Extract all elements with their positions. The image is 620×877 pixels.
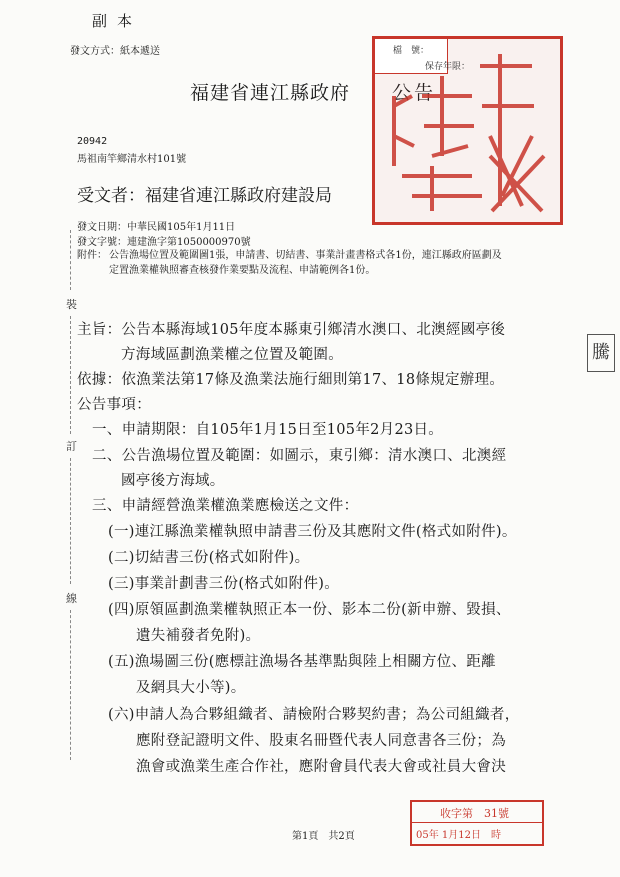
- document-type: 公告: [392, 82, 437, 104]
- sub-item-1: (一)連江縣漁業權執照申請書三份及其應附文件(格式如附件)。: [108, 524, 517, 540]
- seal-glyph-icon: [372, 36, 557, 219]
- sub-item-2: (二)切結書三份(格式如附件)。: [108, 550, 310, 566]
- item-2: 二、公告漁場位置及範圍：如圖示，東引鄉：清水澳口、北澳經: [92, 448, 507, 464]
- binding-dash-line: [70, 458, 72, 584]
- item-3: 三、申請經營漁業權漁業應檢送之文件：: [92, 498, 359, 514]
- sub-item-5-continued: 及網具大小等)。: [136, 680, 246, 696]
- dispatch-method: 發文方式：紙本遞送: [70, 46, 160, 57]
- binding-dash-line: [70, 230, 72, 290]
- side-stamp: 騰: [587, 334, 615, 372]
- receipt-number: 收字第 31號: [440, 807, 509, 820]
- sub-item-4: (四)原領區劃漁業權執照正本一份、影本二份(新申辦、毀損、: [108, 602, 511, 618]
- sub-item-6-continued: 漁會或漁業生產合作社，應附會員代表大會或社員大會決: [136, 759, 506, 775]
- attachment-text: 公告漁場位置及範圍圖1張，申請書、切結書、事業計畫書格式各1份，連江縣政府區劃及定置漁業權執照審查核發作業要點及流程、申請範例各1份。: [109, 250, 502, 276]
- binding-mark-ding: 訂: [66, 440, 77, 453]
- document-number: 發文字號：連建漁字第1050000970號: [77, 237, 251, 248]
- subject-line: 主旨：公告本縣海域105年度本縣東引鄉清水澳口、北澳經國亭後: [77, 322, 506, 338]
- sub-item-6: (六)申請人為合夥組織者、請檢附合夥契約書；為公司組織者，: [108, 707, 520, 723]
- item-1: 一、申請期限：自105年1月15日至105年2月23日。: [92, 422, 444, 438]
- postal-code: 20942: [77, 136, 108, 147]
- sub-item-4-continued: 遺失補發者免附)。: [136, 628, 261, 644]
- attachment-label: 附件：: [77, 250, 107, 261]
- receipt-stamp: [410, 800, 544, 846]
- sub-item-5: (五)漁場圖三份(應標註漁場各基準點與陸上相關方位、距離: [108, 654, 496, 670]
- sub-item-3: (三)事業計劃書三份(格式如附件)。: [108, 576, 340, 592]
- receipt-date: 05年 1月12日 時: [416, 830, 501, 841]
- binding-mark-zhuang: 裝: [66, 298, 77, 311]
- address-line: 馬祖南竿鄉清水村101號: [77, 154, 187, 165]
- copy-mark: 副本: [92, 12, 143, 30]
- binding-mark-xian: 線: [66, 592, 77, 605]
- file-number-field: 檔 號：: [393, 46, 430, 56]
- sub-item-6-continued: 應附登記證明文件、股東名冊暨代表人同意書各三份；為: [136, 733, 506, 749]
- basis-line: 依據：依漁業法第17條及漁業法施行細則第17、18條規定辦理。: [77, 372, 505, 388]
- official-seal: [372, 36, 563, 225]
- attachment: [77, 248, 507, 278]
- item-2-continued: 國亭後方海域。: [121, 473, 225, 489]
- subject-line: 方海域區劃漁業權之位置及範圍。: [121, 347, 343, 363]
- page-number: 第1頁 共2頁: [292, 831, 355, 842]
- retention-period-field: 保存年限：: [425, 62, 471, 72]
- issue-date: 發文日期：中華民國105年1月11日: [77, 222, 236, 233]
- items-heading: 公告事項：: [77, 397, 151, 413]
- document-title: 福建省連江縣政府: [190, 82, 351, 104]
- binding-dash-line: [70, 610, 72, 760]
- binding-dash-line: [70, 316, 72, 434]
- recipient: 受文者：福建省連江縣政府建設局: [77, 186, 332, 206]
